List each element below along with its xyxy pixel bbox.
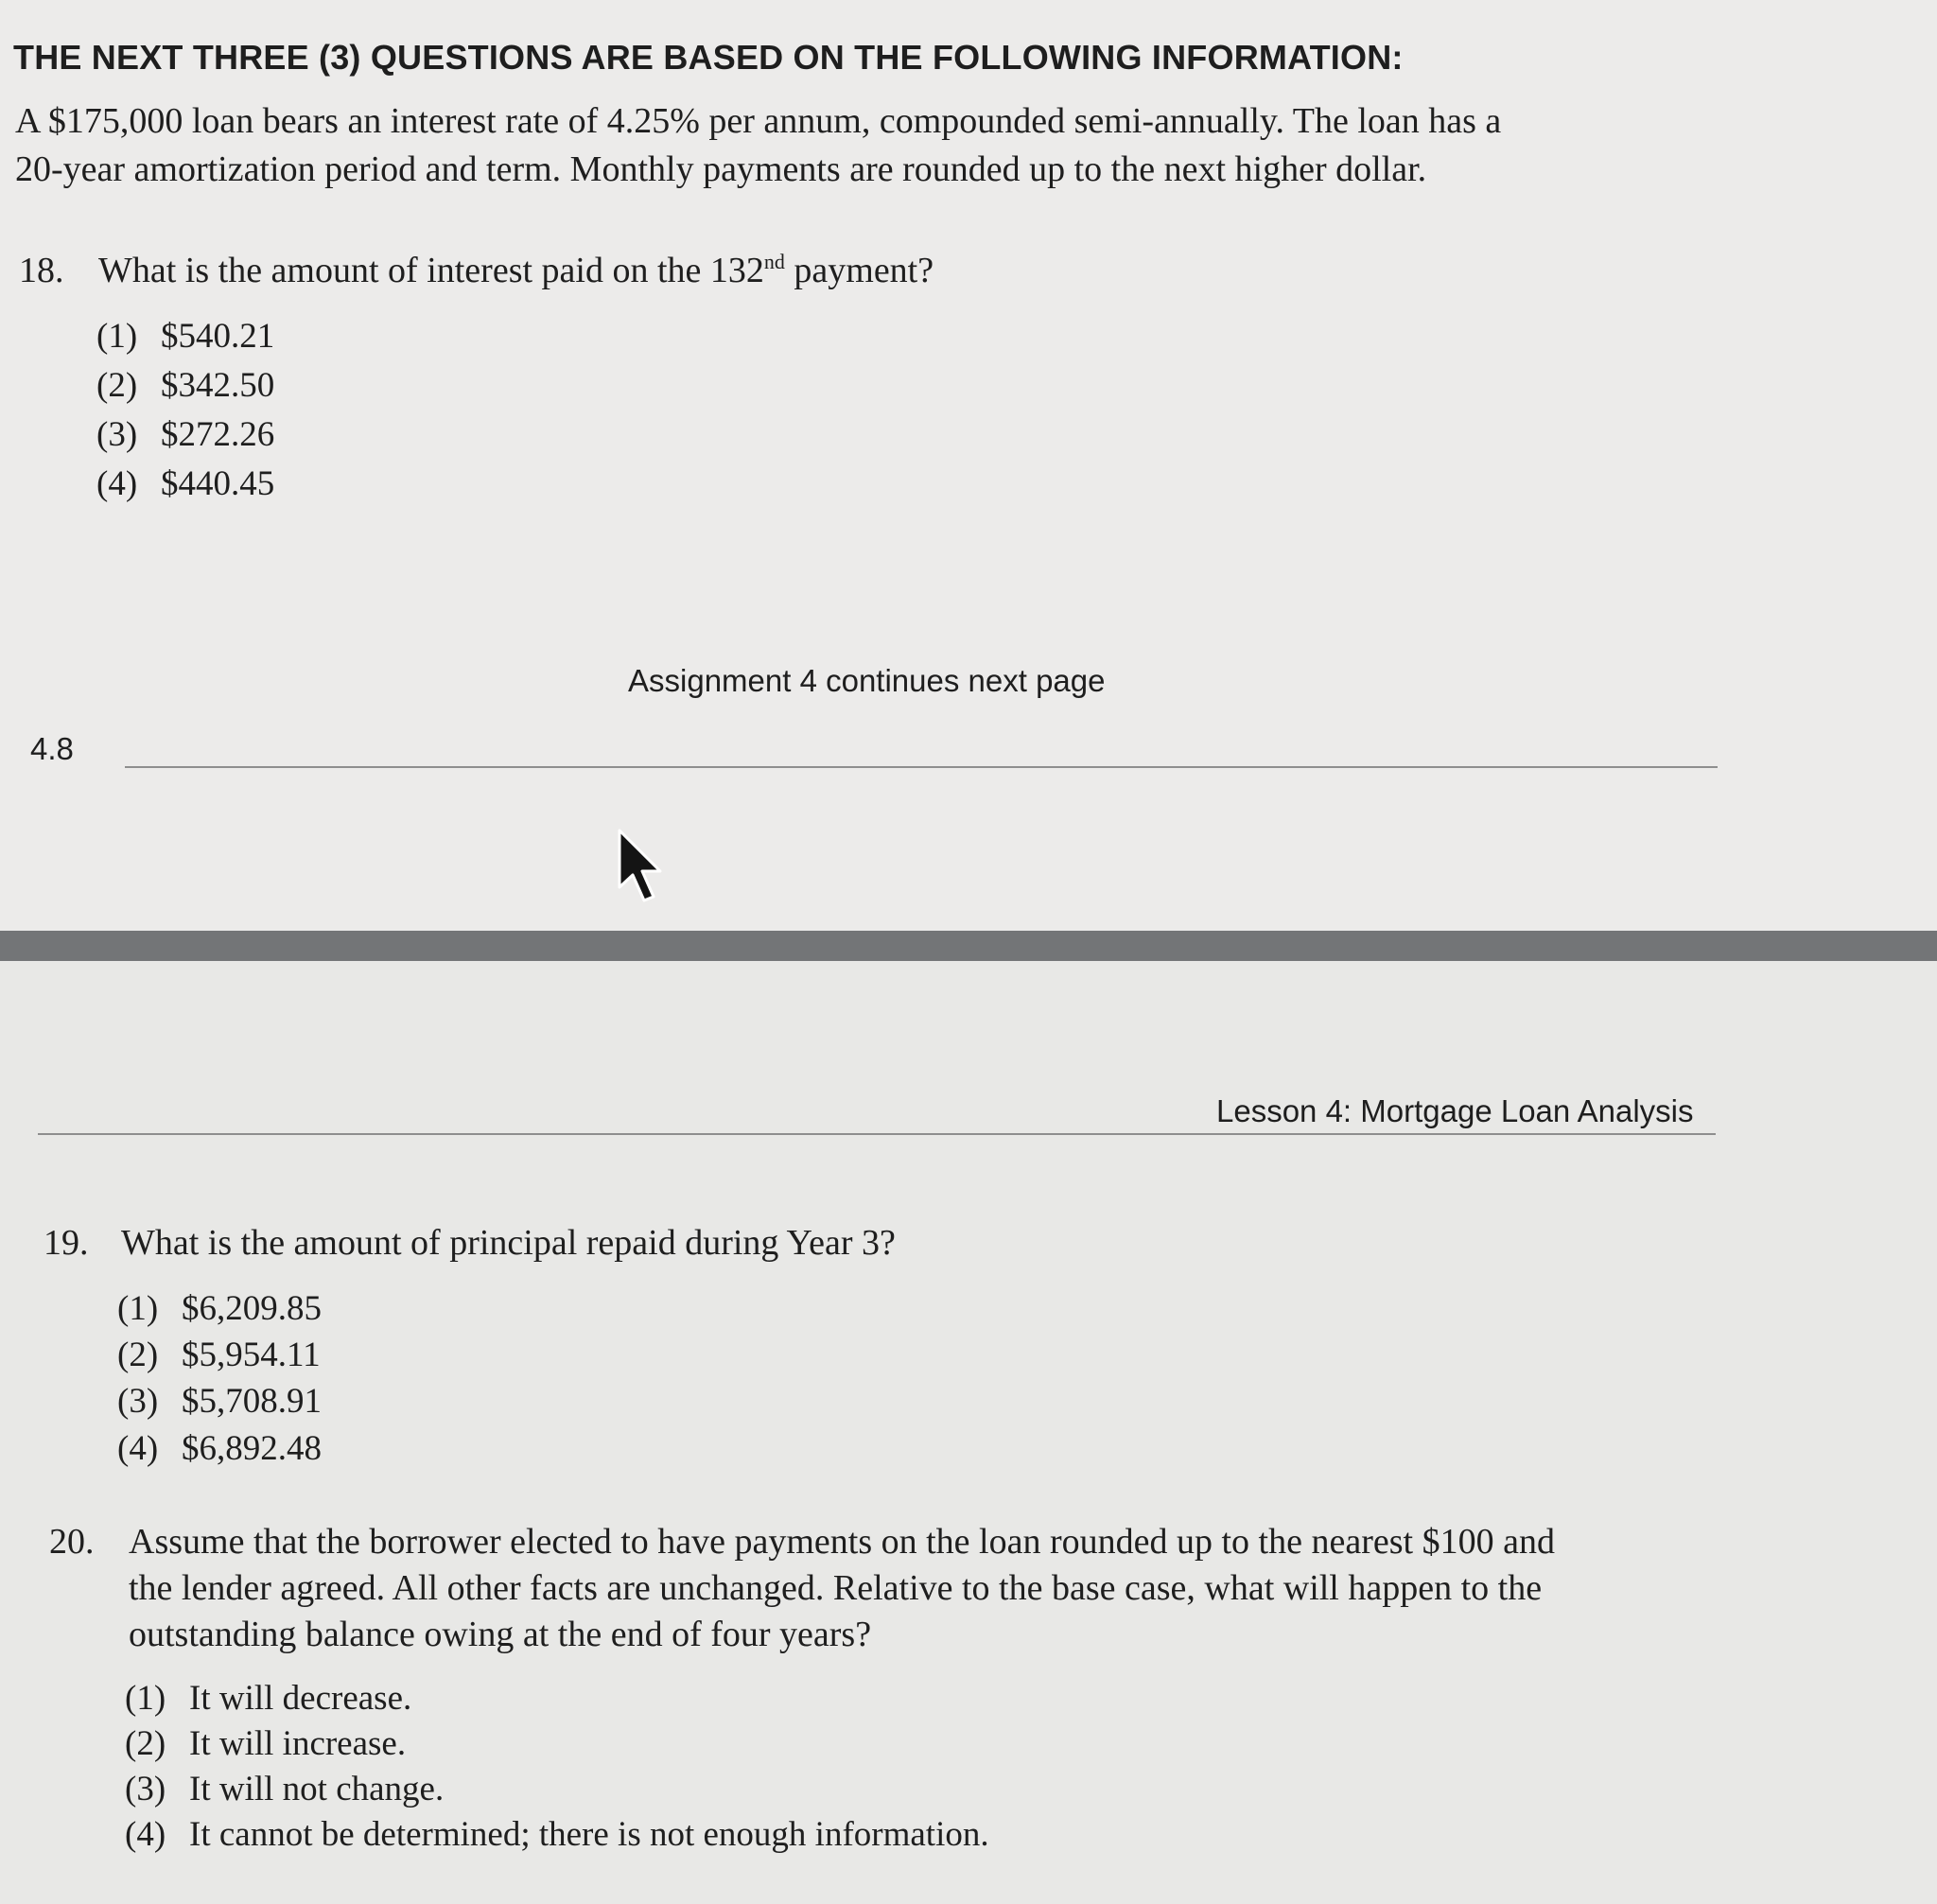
continues-note: Assignment 4 continues next page [628, 663, 1106, 698]
footer-rule [125, 766, 1718, 768]
mouse-pointer-icon [617, 829, 672, 908]
info-line-1: A $175,000 loan bears an interest rate of 4.25% per annum, compounded semi-annually. The loan has a [15, 101, 1502, 141]
header-rule [38, 1133, 1716, 1135]
q20-option-4: (4) It cannot be determined; there is not enough information. [125, 1815, 989, 1854]
q20-option-2: (2) It will increase. [125, 1724, 407, 1763]
question-18-number: 18. [19, 251, 64, 290]
running-header: Lesson 4: Mortgage Loan Analysis [1216, 1093, 1694, 1128]
question-20-line-2: the lender agreed. All other facts are unchanged. Relative to the base case, what will happen to the [129, 1568, 1543, 1608]
q18-option-1: (1) $540.21 [96, 317, 275, 356]
q19-option-3: (3) $5,708.91 [117, 1382, 322, 1421]
q20-option-1: (1) It will decrease. [125, 1679, 412, 1718]
question-18-text: What is the amount of interest paid on the 132nd payment? [98, 250, 934, 290]
bottom-page [0, 961, 1937, 1904]
top-page [0, 0, 1937, 931]
question-20-number: 20. [49, 1522, 95, 1562]
page-gap-bar [0, 931, 1937, 961]
q20-option-3: (3) It will not change. [125, 1770, 445, 1808]
page-number: 4.8 [30, 731, 74, 766]
q18-option-4: (4) $440.45 [96, 464, 275, 503]
info-line-2: 20-year amortization period and term. Monthly payments are rounded up to the next higher dollar. [15, 149, 1427, 189]
question-19-number: 19. [44, 1223, 89, 1263]
q18-option-2: (2) $342.50 [96, 366, 275, 405]
section-header: THE NEXT THREE (3) QUESTIONS ARE BASED ON THE FOLLOWING INFORMATION: [13, 38, 1404, 77]
question-20-line-3: outstanding balance owing at the end of four years? [129, 1615, 872, 1654]
question-20-line-1: Assume that the borrower elected to have payments on the loan rounded up to the nearest $100 and [129, 1522, 1555, 1562]
question-19-text: What is the amount of principal repaid during Year 3? [121, 1223, 896, 1263]
q19-option-4: (4) $6,892.48 [117, 1429, 322, 1468]
q18-option-3: (3) $272.26 [96, 415, 275, 454]
q19-option-1: (1) $6,209.85 [117, 1289, 322, 1328]
q19-option-2: (2) $5,954.11 [117, 1336, 321, 1374]
